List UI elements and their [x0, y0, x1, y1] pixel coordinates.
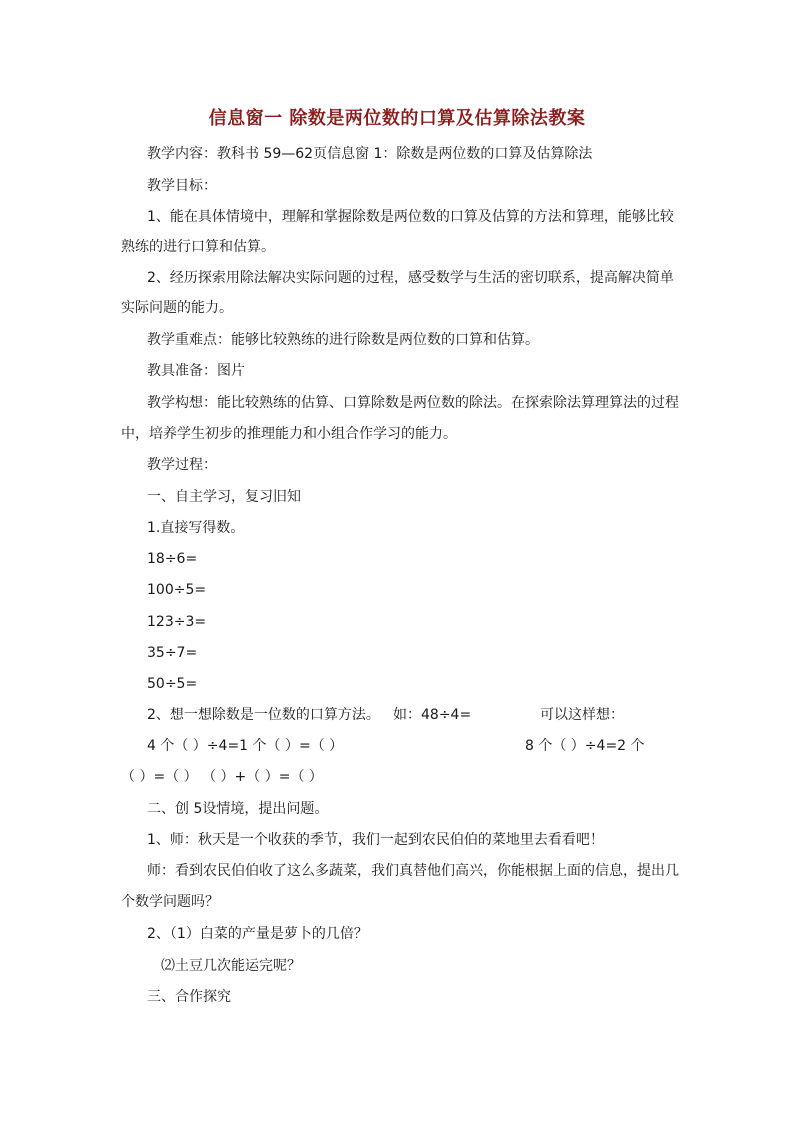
section-3-heading: 三、合作探究 — [147, 989, 231, 1005]
equation-3: 123÷3= — [147, 614, 207, 630]
task-2-prompt: 2、想一想除数是一位数的口算方法。 — [147, 707, 380, 723]
goal-2-line-1: 2、经历探索用除法解决实际问题的过程，感受数学与生活的密切联系，提高解决简单 — [147, 270, 674, 286]
teacher-line-2a: 师：看到农民伯伯收了这么多蔬菜，我们真替他们高兴，你能根据上面的信息，提出几 — [147, 863, 679, 879]
teaching-content: 教学内容：教科书 59—62页信息窗 1：除数是两位数的口算及估算除法 — [147, 146, 593, 162]
question-2: ⑵土豆几次能运完呢？ — [161, 958, 301, 974]
task-1: 1.直接写得数。 — [147, 520, 245, 536]
key-points: 教学重难点：能够比较熟练的进行除数是两位数的口算和估算。 — [147, 332, 539, 348]
teacher-line-2b: 个数学问题吗？ — [121, 894, 219, 910]
equation-4: 35÷7= — [147, 645, 198, 661]
goal-1-line-2: 熟练的进行口算和估算。 — [121, 239, 275, 255]
task-2-hint: 可以这样想： — [540, 707, 624, 723]
teaching-materials: 教具准备：图片 — [147, 363, 245, 379]
equation-5: 50÷5= — [147, 676, 198, 692]
teacher-line-1: 1、师：秋天是一个收获的季节，我们一起到农民伯伯的菜地里去看看吧！ — [147, 832, 604, 848]
teaching-concept-line-2: 中，培养学生初步的推理能力和小组合作学习的能力。 — [121, 426, 457, 442]
section-2-heading: 二、创 5设情境，提出问题。 — [147, 801, 329, 817]
question-1: 2、（1）白菜的产量是萝卜的几倍？ — [147, 926, 368, 942]
page-title: 信息窗一 除数是两位数的口算及估算除法教案 — [208, 108, 586, 129]
teaching-concept-line-1: 教学构想：能比较熟练的估算、口算除数是两位数的除法。在探索除法算理算法的过程 — [147, 395, 679, 411]
task-2-example: 如：48÷4= — [393, 707, 472, 723]
fill-in-line-2: （ ）=（ ） （ ）+（ ）=（ ） — [121, 769, 323, 785]
teaching-process-label: 教学过程： — [147, 457, 217, 473]
equation-2: 100÷5= — [147, 582, 207, 598]
fill-in-line-1a: 4 个（ ）÷4=1 个（ ）=（ ） — [147, 738, 344, 754]
section-1-heading: 一、自主学习，复习旧知 — [147, 489, 301, 505]
fill-in-line-1b: 8 个（ ）÷4=2 个 — [525, 738, 645, 754]
goal-2-line-2: 实际问题的能力。 — [121, 300, 233, 316]
teaching-goals-label: 教学目标： — [147, 178, 217, 194]
equation-1: 18÷6= — [147, 551, 198, 567]
goal-1-line-1: 1、能在具体情境中，理解和掌握除数是两位数的口算及估算的方法和算理，能够比较 — [147, 209, 674, 225]
